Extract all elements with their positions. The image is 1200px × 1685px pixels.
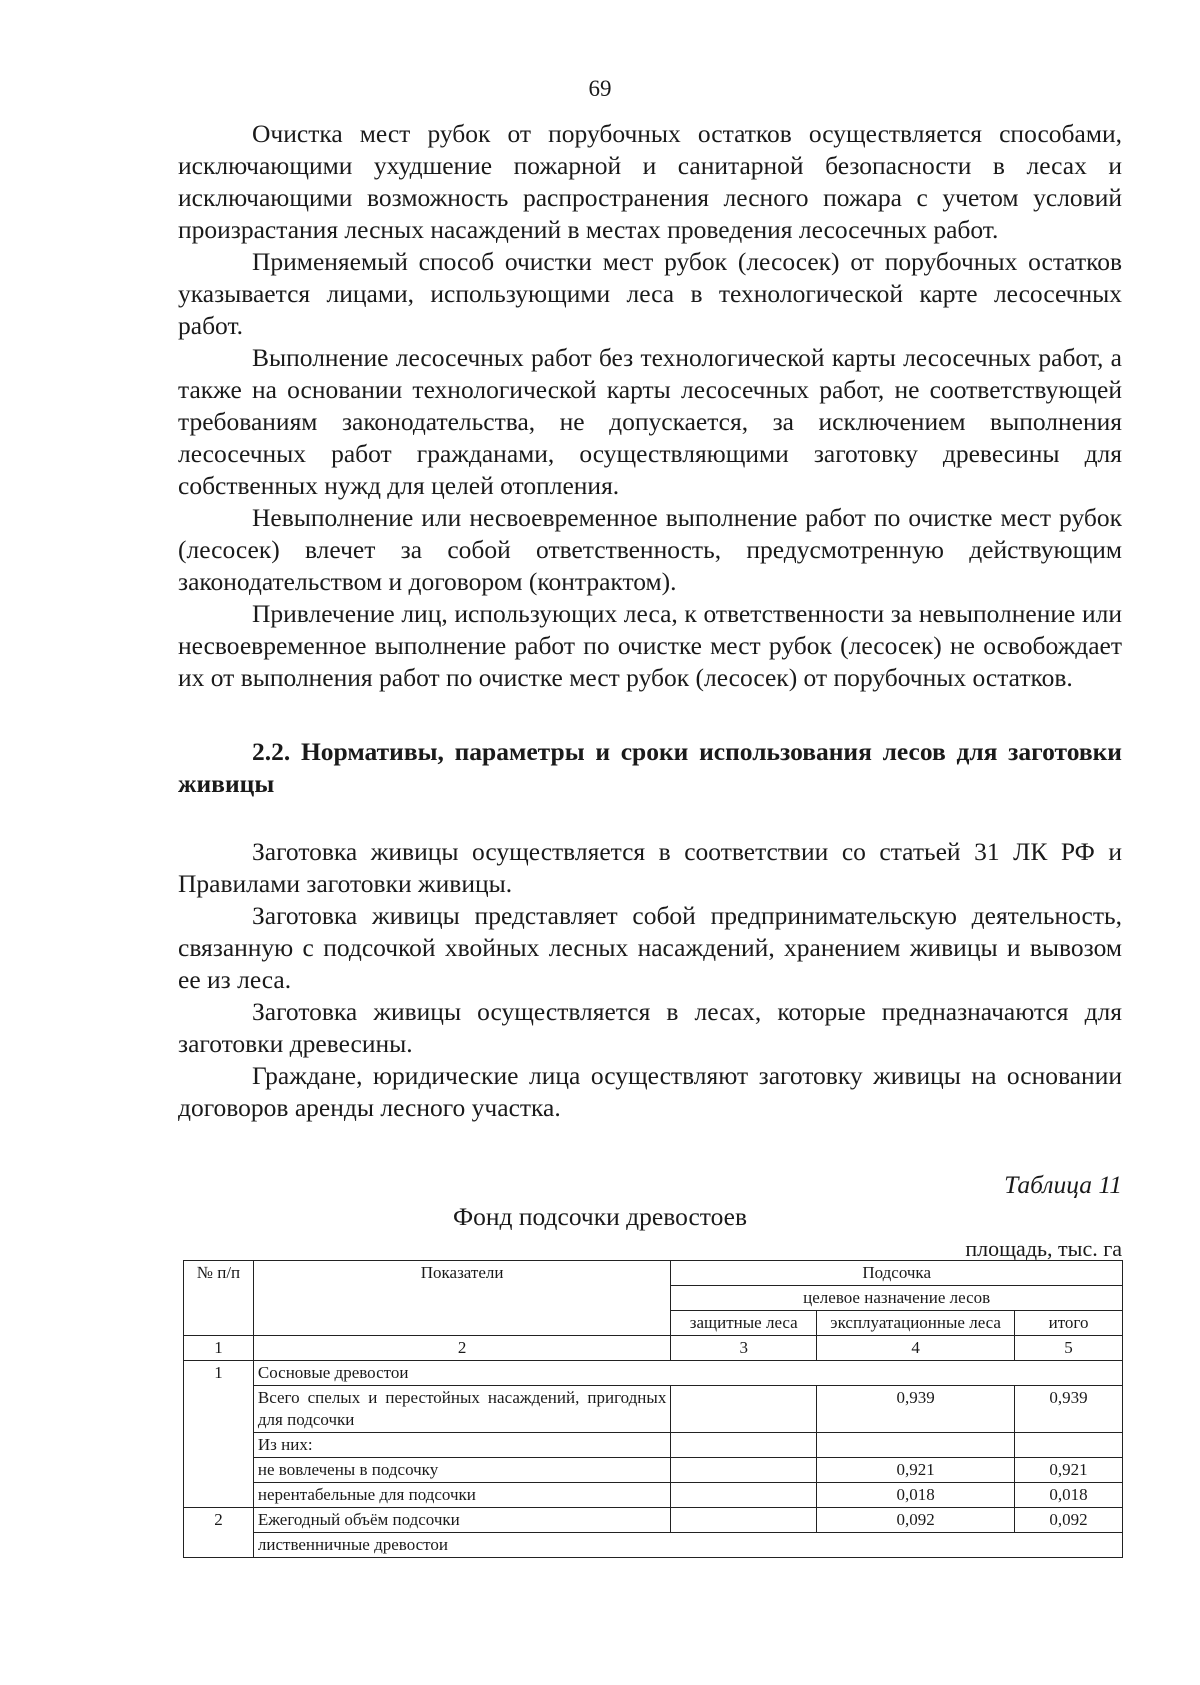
table-unit: площадь, тыс. га <box>965 1236 1122 1261</box>
table-row <box>184 1386 1123 1433</box>
table-title: Фонд подсочки древостоев <box>452 1202 747 1231</box>
paragraph: Очистка мест рубок от порубочных остатков осуществляется способами, исключающими ухудшение пожарной и санитарной безопасности в лесах и исключающими возможность распространения лесного пожара с учетом условий произрастания лесных насаждений в местах проведения лесосечных работ. <box>178 119 1122 244</box>
table-row <box>184 1483 1123 1508</box>
section-heading: 2.2. Нормативы, параметры и сроки использования лесов для заготовки живицы <box>178 737 1122 798</box>
header-tapping: Подсочка <box>671 1261 1123 1286</box>
row-num <box>184 1433 254 1458</box>
row-name: лиственничные древостои <box>253 1533 1122 1558</box>
row-total: 0,018 <box>1015 1483 1123 1508</box>
table-row <box>184 1433 1123 1458</box>
row-exploitation <box>817 1433 1015 1458</box>
header-total: итого <box>1015 1311 1123 1336</box>
row-protective <box>671 1386 817 1433</box>
row-total: 0,092 <box>1015 1508 1123 1533</box>
table-row <box>184 1361 1123 1386</box>
row-num: 1 <box>184 1361 254 1386</box>
row-total: 0,921 <box>1015 1458 1123 1483</box>
row-total <box>1015 1433 1123 1458</box>
row-num <box>184 1533 254 1558</box>
header-purpose: целевое назначение лесов <box>671 1286 1123 1311</box>
header-protective: защитные леса <box>671 1311 817 1336</box>
row-num: 2 <box>184 1508 254 1533</box>
tapping-fund-table <box>183 1260 1123 1558</box>
paragraph: Выполнение лесосечных работ без технологической карты лесосечных работ, а также на основании технологической карты лесосечных работ, не соответствующей требованиям законодательства, не допускается, за исключением выполнения лесосечных работ гражданами, осуществляющими заготовку древесины для собственных нужд для целей отопления. <box>178 343 1122 500</box>
paragraph: Невыполнение или несвоевременное выполнение работ по очистке мест рубок (лесосек) влечет за собой ответственность, предусмотренную действующим законодательством и договором (контрактом). <box>178 503 1122 596</box>
row-name: Из них: <box>253 1433 670 1458</box>
row-protective <box>671 1483 817 1508</box>
table-label: Таблица 11 <box>1004 1170 1122 1199</box>
paragraph: Применяемый способ очистки мест рубок (лесосек) от порубочных остатков указывается лицами, использующими леса в технологической карте лесосечных работ. <box>178 247 1122 340</box>
row-exploitation: 0,939 <box>817 1386 1015 1433</box>
document-body <box>178 118 1122 1124</box>
row-protective <box>671 1508 817 1533</box>
table-row <box>184 1533 1123 1558</box>
row-total: 0,939 <box>1015 1386 1123 1433</box>
row-num <box>184 1483 254 1508</box>
table-row <box>184 1508 1123 1533</box>
row-protective <box>671 1458 817 1483</box>
col-number: 5 <box>1015 1336 1123 1361</box>
header-indicators: Показатели <box>253 1261 670 1336</box>
paragraph: Привлечение лиц, использующих леса, к ответственности за невыполнение или несвоевременное выполнение работ по очистке мест рубок (лесосек) не освобождает их от выполнения работ по очистке мест рубок (лесосек) от порубочных остатков. <box>178 599 1122 692</box>
header-num: № п/п <box>184 1261 254 1336</box>
header-exploitation: эксплуатационные леса <box>817 1311 1015 1336</box>
table-header-row <box>184 1261 1123 1286</box>
row-name: Ежегодный объём подсочки <box>253 1508 670 1533</box>
row-protective <box>671 1433 817 1458</box>
col-number: 2 <box>253 1336 670 1361</box>
row-num <box>184 1386 254 1433</box>
column-number-row <box>184 1336 1123 1361</box>
row-name: не вовлечены в подсочку <box>253 1458 670 1483</box>
col-number: 1 <box>184 1336 254 1361</box>
row-exploitation: 0,018 <box>817 1483 1015 1508</box>
paragraph: Заготовка живицы осуществляется в соответствии со статьей 31 ЛК РФ и Правилами заготовки живицы. <box>178 837 1122 898</box>
paragraph: Заготовка живицы осуществляется в лесах, которые предназначаются для заготовки древесины. <box>178 997 1122 1058</box>
col-number: 4 <box>817 1336 1015 1361</box>
col-number: 3 <box>671 1336 817 1361</box>
row-exploitation: 0,921 <box>817 1458 1015 1483</box>
row-name: нерентабельные для подсочки <box>253 1483 670 1508</box>
row-name: Сосновые древостои <box>253 1361 1122 1386</box>
row-name: Всего спелых и перестойных насаждений, пригодных для подсочки <box>253 1386 670 1433</box>
paragraph: Граждане, юридические лица осуществляют заготовку живицы на основании договоров аренды лесного участка. <box>178 1061 1122 1122</box>
page-number: 69 <box>588 76 612 101</box>
paragraph: Заготовка живицы представляет собой предпринимательскую деятельность, связанную с подсочкой хвойных лесных насаждений, хранением живицы и вывозом ее из леса. <box>178 901 1122 994</box>
row-exploitation: 0,092 <box>817 1508 1015 1533</box>
table-row <box>184 1458 1123 1483</box>
row-num <box>184 1458 254 1483</box>
